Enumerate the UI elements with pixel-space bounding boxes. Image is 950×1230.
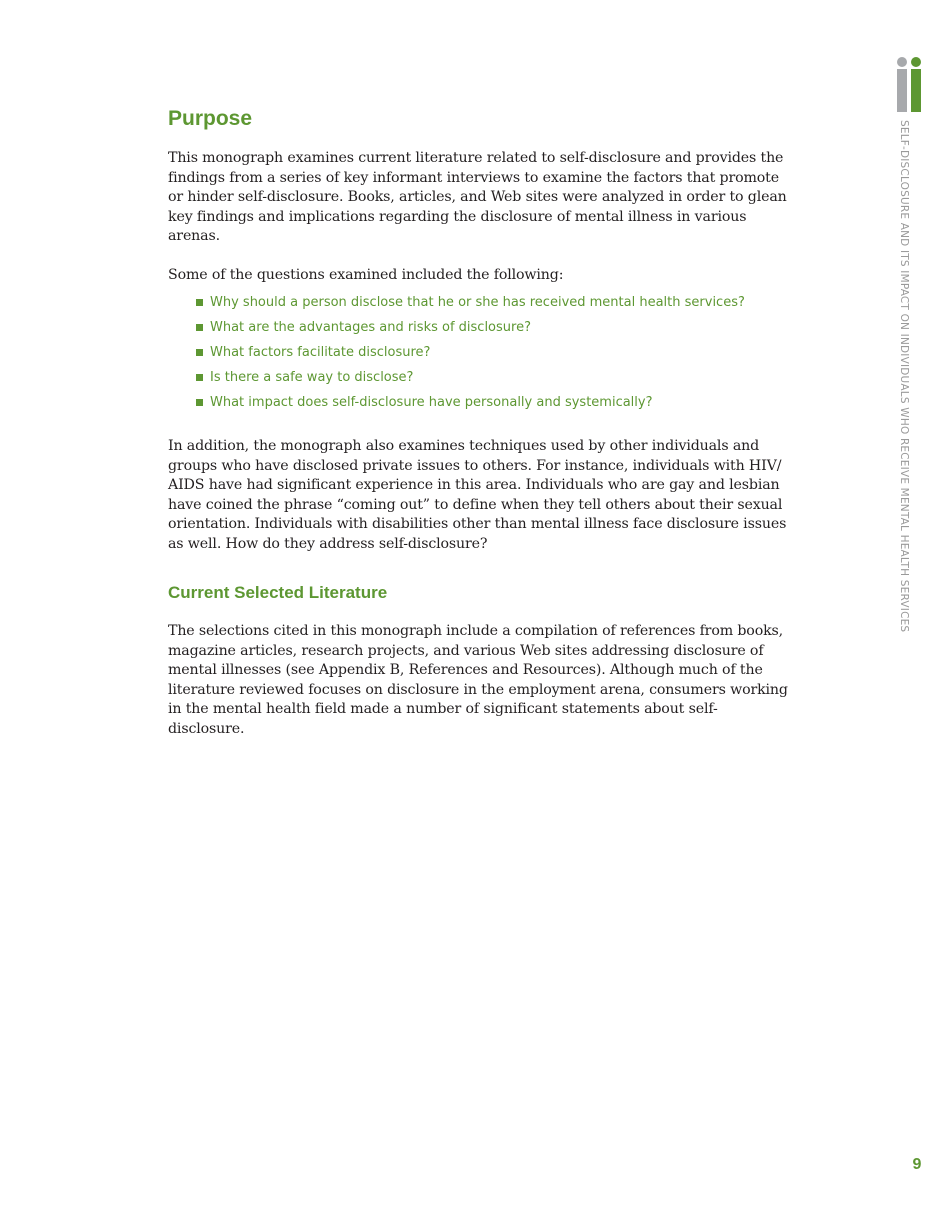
- running-header-vertical: SELF-DISCLOSURE AND ITS IMPACT ON INDIVIDUALS WHO RECEIVE MENTAL HEALTH SERVICES: [898, 120, 910, 633]
- list-item: [196, 390, 788, 415]
- square-bullet-icon: [196, 324, 203, 331]
- list-item: [196, 340, 788, 365]
- questions-list: [168, 290, 788, 415]
- main-content: [168, 105, 788, 758]
- list-item: [196, 365, 788, 390]
- purpose-paragraph-1: This monograph examines current literature related to self-disclosure and provides the findings from a series of key informant interviews to examine the factors that promote or hinder self-disclosure. Books, articles, and Web sites were analyzed in order to glean key findings and implications regarding the disclosure of mental illness in various arenas.: [168, 150, 787, 244]
- question-text: What impact does self-disclosure have personally and systemically?: [210, 395, 653, 410]
- two-figures-logo-icon: [892, 56, 924, 112]
- page-number: 9: [912, 1156, 922, 1173]
- square-bullet-icon: [196, 299, 203, 306]
- square-bullet-icon: [196, 349, 203, 356]
- list-item: [196, 315, 788, 340]
- purpose-heading: Purpose: [168, 107, 253, 130]
- square-bullet-icon: [196, 374, 203, 381]
- question-text: What are the advantages and risks of disclosure?: [210, 320, 531, 335]
- literature-paragraph: The selections cited in this monograph include a compilation of references from books, magazine articles, research projects, and various Web sites addressing disclosure of mental illnesses (see Appendix B, References and Resources). Although much of the literature reviewed focuses on disclosure in the employment arena, consumers working in the mental health field made a number of significant statements about self-disclosure.: [168, 623, 788, 737]
- literature-heading: Current Selected Literature: [168, 583, 388, 602]
- question-text: Why should a person disclose that he or she has received mental health services?: [210, 295, 745, 310]
- question-text: What factors facilitate disclosure?: [210, 345, 431, 360]
- question-text: Is there a safe way to disclose?: [210, 370, 414, 385]
- list-item: [196, 290, 788, 315]
- purpose-paragraph-2: In addition, the monograph also examines techniques used by other individuals and groups who have disclosed private issues to others. For instance, individuals with HIV/ AIDS have had significant experience in this area. Individuals who are gay and lesbian have coined the phrase “coming out” to define when they tell others about their sexual orientation. Individuals with disabilities other than mental illness face disclosure issues as well. How do they address self-disclosure?: [168, 438, 787, 552]
- square-bullet-icon: [196, 399, 203, 406]
- questions-intro: Some of the questions examined included the following:: [168, 266, 564, 283]
